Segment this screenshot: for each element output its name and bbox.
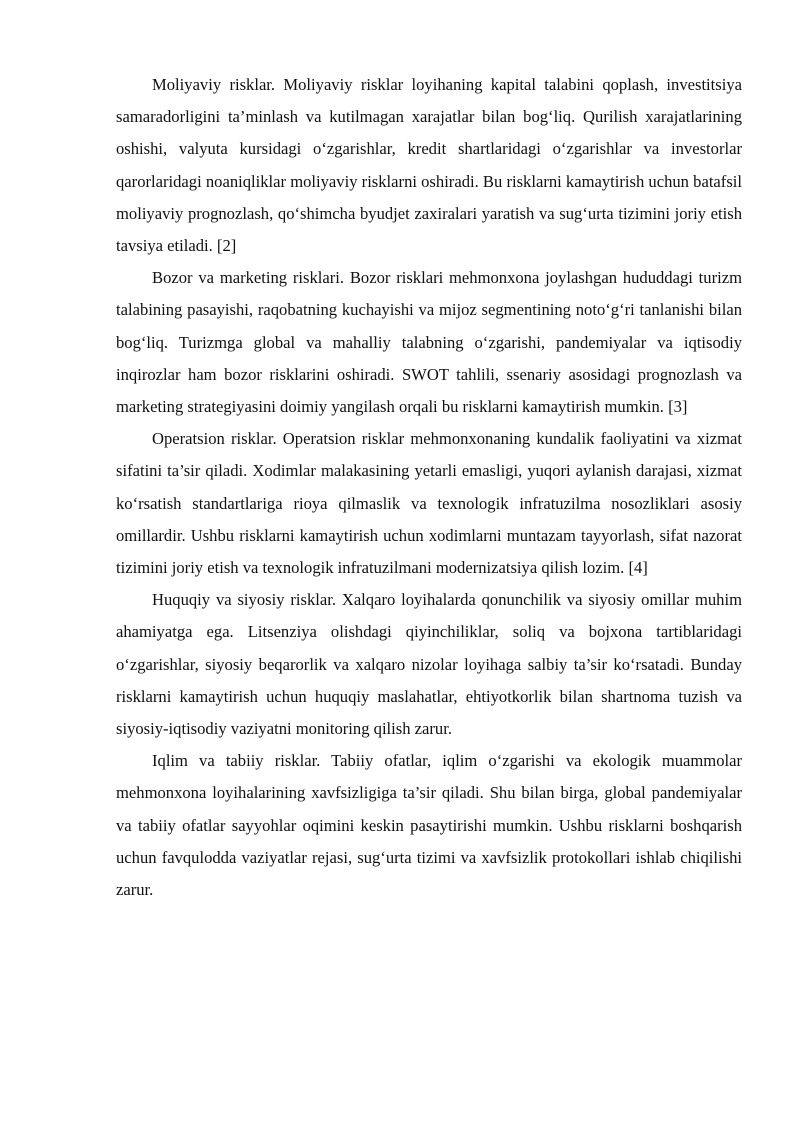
paragraph-market-risks: Bozor va marketing risklari. Bozor risklari mehmonxona joylashgan hududdagi turizm talabining pasayishi, raqobatning kuchayishi va mijoz segmentining noto‘g‘ri tanlanishi bilan bog‘liq. Turizmga global va mahalliy talabning o‘zgarishi, pandemiyalar va iqtisodiy inqirozlar ham bozor risklarini oshiradi. SWOT tahlili, ssenariy asosidagi prognozlash va marketing strategiyasini doimiy yangilash orqali bu risklarni kamaytirish mumkin. [3]: [116, 268, 742, 417]
document-page: [116, 69, 742, 906]
paragraph-financial-risks: Moliyaviy risklar. Moliyaviy risklar loyihaning kapital talabini qoplash, investitsiya samaradorligini ta’minlash va kutilmagan xarajatlar bilan bog‘liq. Qurilish xarajatlarining oshishi, valyuta kursidagi o‘zgarishlar, kredit shartlaridagi o‘zgarishlar va investorlar qarorlaridagi noaniqliklar moliyaviy risklarni oshiradi. Bu risklarni kamaytirish uchun batafsil moliyaviy prognozlash, qo‘shimcha byudjet zaxiralari yaratish va sug‘urta tizimini joriy etish tavsiya etiladi. [2]: [116, 75, 742, 256]
paragraph-climate-natural-risks: Iqlim va tabiiy risklar. Tabiiy ofatlar, iqlim o‘zgarishi va ekologik muammolar mehmonxona loyihalarining xavfsizligiga ta’sir qiladi. Shu bilan birga, global pandemiyalar va tabiiy ofatlar sayyohlar oqimini keskin pasaytirishi mumkin. Ushbu risklarni boshqarish uchun favqulodda vaziyatlar rejasi, sug‘urta tizimi va xavfsizlik protokollari ishlab chiqilishi zarur.: [116, 751, 742, 900]
paragraph-operational-risks: Operatsion risklar. Operatsion risklar mehmonxonaning kundalik faoliyatini va xizmat sifatini ta’sir qiladi. Xodimlar malakasining yetarli emasligi, yuqori aylanish darajasi, xizmat ko‘rsatish standartlariga rioya qilmaslik va texnologik infratuzilma nosozliklari asosiy omillardir. Ushbu risklarni kamaytirish uchun xodimlarni muntazam tayyorlash, sifat nazorat tizimini joriy etish va texnologik infratuzilmani modernizatsiya qilish lozim. [4]: [116, 429, 742, 578]
paragraph-legal-political-risks: Huquqiy va siyosiy risklar. Xalqaro loyihalarda qonunchilik va siyosiy omillar muhim ahamiyatga ega. Litsenziya olishdagi qiyinchiliklar, soliq va bojxona tartiblaridagi o‘zgarishlar, siyosiy beqarorlik va xalqaro nizolar loyihaga salbiy ta’sir ko‘rsatadi. Bunday risklarni kamaytirish uchun huquqiy maslahatlar, ehtiyotkorlik bilan shartnoma tuzish va siyosiy-iqtisodiy vaziyatni monitoring qilish zarur.: [116, 590, 742, 739]
